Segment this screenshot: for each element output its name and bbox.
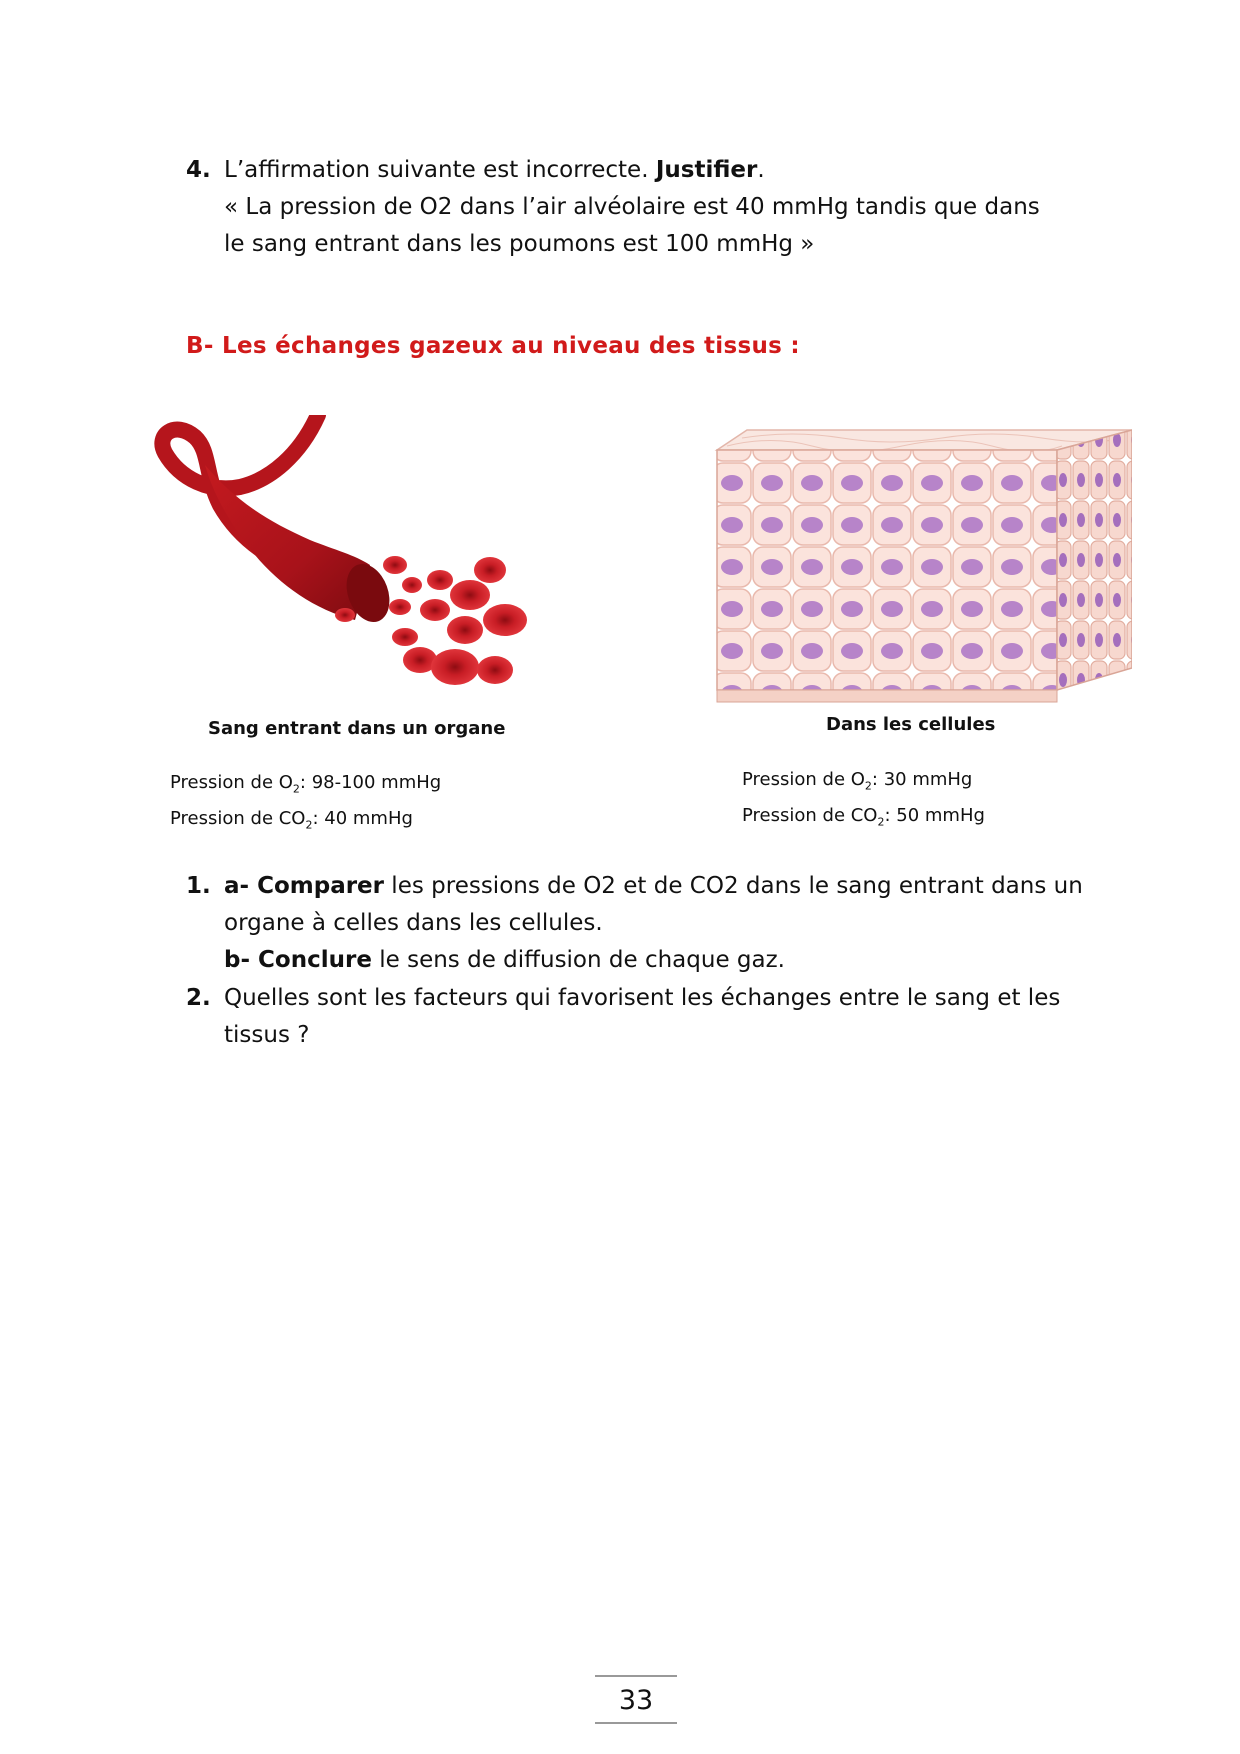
subscript: 2 bbox=[864, 779, 872, 793]
figure-caption-left: Sang entrant dans un organe bbox=[208, 718, 506, 739]
tissue-side-face bbox=[1057, 430, 1132, 690]
question-4 bbox=[186, 152, 1044, 263]
subquestion-prefix: b- bbox=[224, 947, 259, 973]
co2-pressure-line bbox=[742, 801, 985, 837]
subscript: 2 bbox=[877, 815, 885, 829]
o2-pressure-line bbox=[742, 765, 985, 801]
co2-value: : 50 mmHg bbox=[884, 804, 985, 826]
co2-label: Pression de CO bbox=[170, 807, 306, 829]
co2-label: Pression de CO bbox=[742, 804, 878, 826]
question-number: 2. bbox=[186, 985, 211, 1011]
figure-caption-right: Dans les cellules bbox=[826, 714, 996, 735]
page-number: 33 bbox=[595, 1675, 677, 1724]
question-text: le sens de diffusion de chaque gaz. bbox=[371, 947, 785, 973]
question-2 bbox=[186, 980, 1084, 1054]
subquestion-prefix: a- bbox=[224, 873, 258, 899]
co2-value: : 40 mmHg bbox=[312, 807, 413, 829]
co2-pressure-line bbox=[170, 804, 441, 840]
o2-label: Pression de O bbox=[170, 772, 293, 793]
question-text: les pressions de O2 et de CO2 dans le sang entrant dans un organe à celles dans les cellules. bbox=[224, 873, 1083, 936]
subscript: 2 bbox=[305, 818, 313, 832]
question-number: 1. bbox=[186, 873, 211, 899]
o2-pressure-line bbox=[170, 768, 441, 804]
o2-label: Pression de O bbox=[742, 769, 865, 790]
subscript: 2 bbox=[292, 782, 300, 796]
pressure-values-left bbox=[170, 768, 441, 839]
instruction-verb: Justifier bbox=[655, 157, 758, 183]
cell-tissue-illustration bbox=[712, 420, 1132, 710]
instruction-verb: Conclure bbox=[258, 947, 372, 973]
question-text: Quelles sont les facteurs qui favorisent les échanges entre le sang et les tissus ? bbox=[224, 985, 1061, 1048]
punctuation: . bbox=[757, 157, 765, 183]
o2-value: : 98-100 mmHg bbox=[299, 772, 442, 793]
pressure-values-right bbox=[742, 765, 985, 836]
quoted-statement: « La pression de O2 dans l’air alvéolaire est 40 mmHg tandis que dans le sang entrant dans les poumons est 100 mmHg » bbox=[224, 194, 1040, 257]
instruction-verb: Comparer bbox=[257, 873, 384, 899]
question-number: 4. bbox=[186, 157, 211, 183]
blood-vessel-illustration bbox=[150, 415, 530, 705]
question-text: L’affirmation suivante est incorrecte. bbox=[224, 157, 656, 183]
tissue-front-face bbox=[717, 450, 1057, 690]
question-1 bbox=[186, 868, 1084, 979]
o2-value: : 30 mmHg bbox=[871, 769, 973, 790]
section-title: B- Les échanges gazeux au niveau des tissus : bbox=[186, 333, 800, 359]
